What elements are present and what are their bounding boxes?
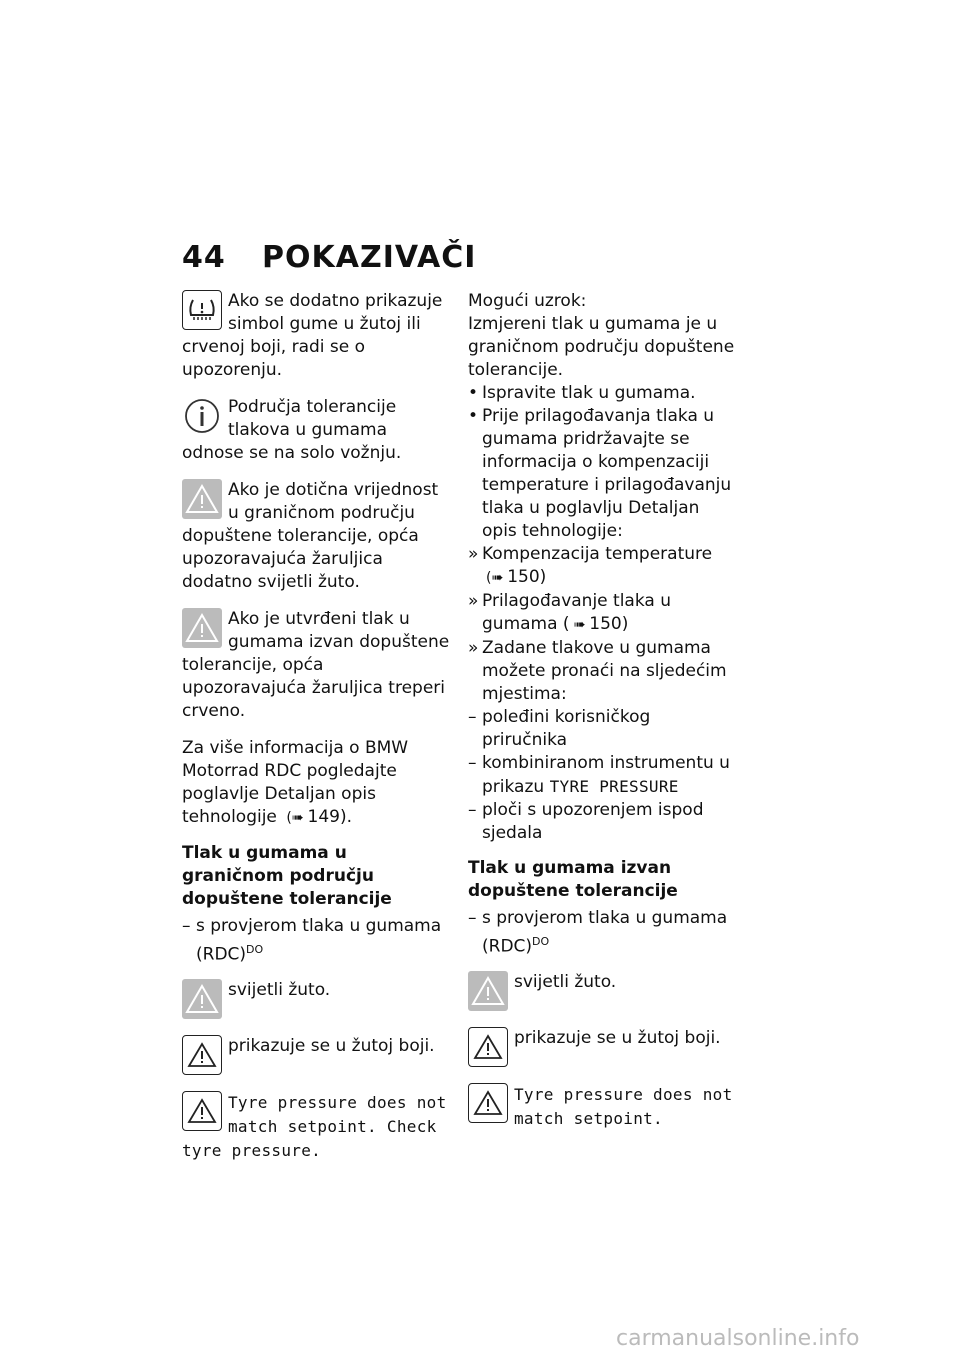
warning-triangle-outline-icon bbox=[182, 1091, 222, 1131]
display-message: Tyre pressure does not match setpoint. bbox=[514, 1084, 733, 1128]
warning-triangle-icon bbox=[468, 971, 508, 1011]
tyre-pressure-icon bbox=[182, 290, 222, 330]
display-message-row bbox=[468, 1083, 736, 1131]
reference-arrow-icon: (➠ bbox=[286, 810, 304, 826]
yellow-light-row: svijetli žuto. bbox=[468, 971, 736, 1013]
warning-triangle-icon bbox=[182, 479, 222, 519]
dash-item: – poleđini korisničkog priručnika bbox=[468, 707, 651, 750]
yellow-light-text: Ako je dotična vrijednost u graničnom području dopuštene tolerancije, opća upozoravajuća žaruljica dodatno svijetli žuto. bbox=[182, 480, 439, 592]
warning-triangle-outline-icon bbox=[182, 1035, 222, 1075]
warning-triangle-outline-icon bbox=[468, 1083, 508, 1123]
red-light-note bbox=[182, 608, 452, 723]
bullet-item: • Prije prilagođavanja tlaka u gumama pridržavajte se informacija o kompenzaciji temperature i prilagođavanju tlaka u poglavlju Detaljan opis tehnologije: bbox=[468, 406, 732, 541]
superscript: DO bbox=[246, 943, 264, 956]
tyre-warning-text: Ako se dodatno prikazuje simbol gume u žutoj ili crvenoj boji, radi se o upozorenju. bbox=[182, 291, 443, 380]
page-reference[interactable]: 150) bbox=[589, 614, 629, 634]
reference-item: » Zadane tlakove u gumama možete pronaći na sljedećim mjestima: bbox=[468, 638, 727, 704]
display-message: Tyre pressure does not match setpoint. Check tyre pressure. bbox=[182, 1092, 447, 1160]
cause-text: Izmjereni tlak u gumama je u graničnom području dopuštene tolerancije. bbox=[468, 314, 735, 380]
dash-item: – kombiniranom instrumentu u prikazu TYRE PRESSURE bbox=[468, 753, 730, 797]
right-column bbox=[468, 290, 736, 1145]
yellow-display-row: prikazuje se u žutoj boji. bbox=[182, 1035, 452, 1077]
info-note bbox=[182, 396, 452, 465]
warning-triangle-icon bbox=[182, 979, 222, 1019]
reference-item: » Prilagođavanje tlaka u gumama ( ➠ 150) bbox=[468, 590, 736, 637]
page-title: POKAZIVAČI bbox=[262, 240, 477, 275]
reference-item: » Kompenzacija temperature (➠ 150) bbox=[468, 543, 736, 590]
tyre-warning-note bbox=[182, 290, 452, 382]
section-heading: Tlak u gumama izvan dopuštene tolerancije bbox=[468, 858, 678, 901]
info-text: Područja tolerancije tlakova u gumama odnose se na solo vožnju. bbox=[182, 397, 402, 463]
page-header bbox=[182, 240, 476, 275]
watermark: carmanualsonline.info bbox=[616, 1326, 860, 1351]
yellow-light-row: svijetli žuto. bbox=[182, 979, 452, 1021]
section-heading: Tlak u gumama u graničnom području dopuštene tolerancije bbox=[182, 843, 392, 909]
reference-arrow-icon: (➠ bbox=[486, 570, 504, 586]
superscript: DO bbox=[532, 935, 550, 948]
yellow-light-note bbox=[182, 479, 452, 594]
info-icon bbox=[182, 396, 222, 436]
page-reference[interactable]: 149). bbox=[307, 807, 352, 827]
dash-item: – ploči s upozorenjem ispod sjedala bbox=[468, 800, 704, 843]
display-label: TYRE PRESSURE bbox=[549, 777, 679, 796]
red-light-text: Ako je utvrđeni tlak u gumama izvan dopuštene tolerancije, opća upozoravajuća žaruljica treperi crveno. bbox=[182, 609, 450, 721]
display-message-row bbox=[182, 1091, 452, 1163]
dash-item: – s provjerom tlaka u gumama (RDC)$^{DO}$ bbox=[182, 916, 442, 965]
warning-triangle-icon bbox=[182, 608, 222, 648]
bullet-item: • Ispravite tlak u gumama. bbox=[468, 383, 696, 403]
yellow-display-row: prikazuje se u žutoj boji. bbox=[468, 1027, 736, 1069]
warning-triangle-outline-icon bbox=[468, 1027, 508, 1067]
reference-arrow-icon: ➠ bbox=[573, 617, 586, 633]
more-info-paragraph: Za više informacija o BMW Motorrad RDC pogledajte poglavlje Detaljan opis tehnologije (➠ 149). bbox=[182, 737, 452, 830]
dash-item: – s provjerom tlaka u gumama (RDC)$^{DO}$ bbox=[468, 908, 728, 957]
cause-label: Mogući uzrok: bbox=[468, 291, 587, 311]
left-column bbox=[182, 290, 452, 1177]
page-number: 44 bbox=[182, 240, 226, 275]
page-reference[interactable]: 150) bbox=[507, 567, 547, 587]
